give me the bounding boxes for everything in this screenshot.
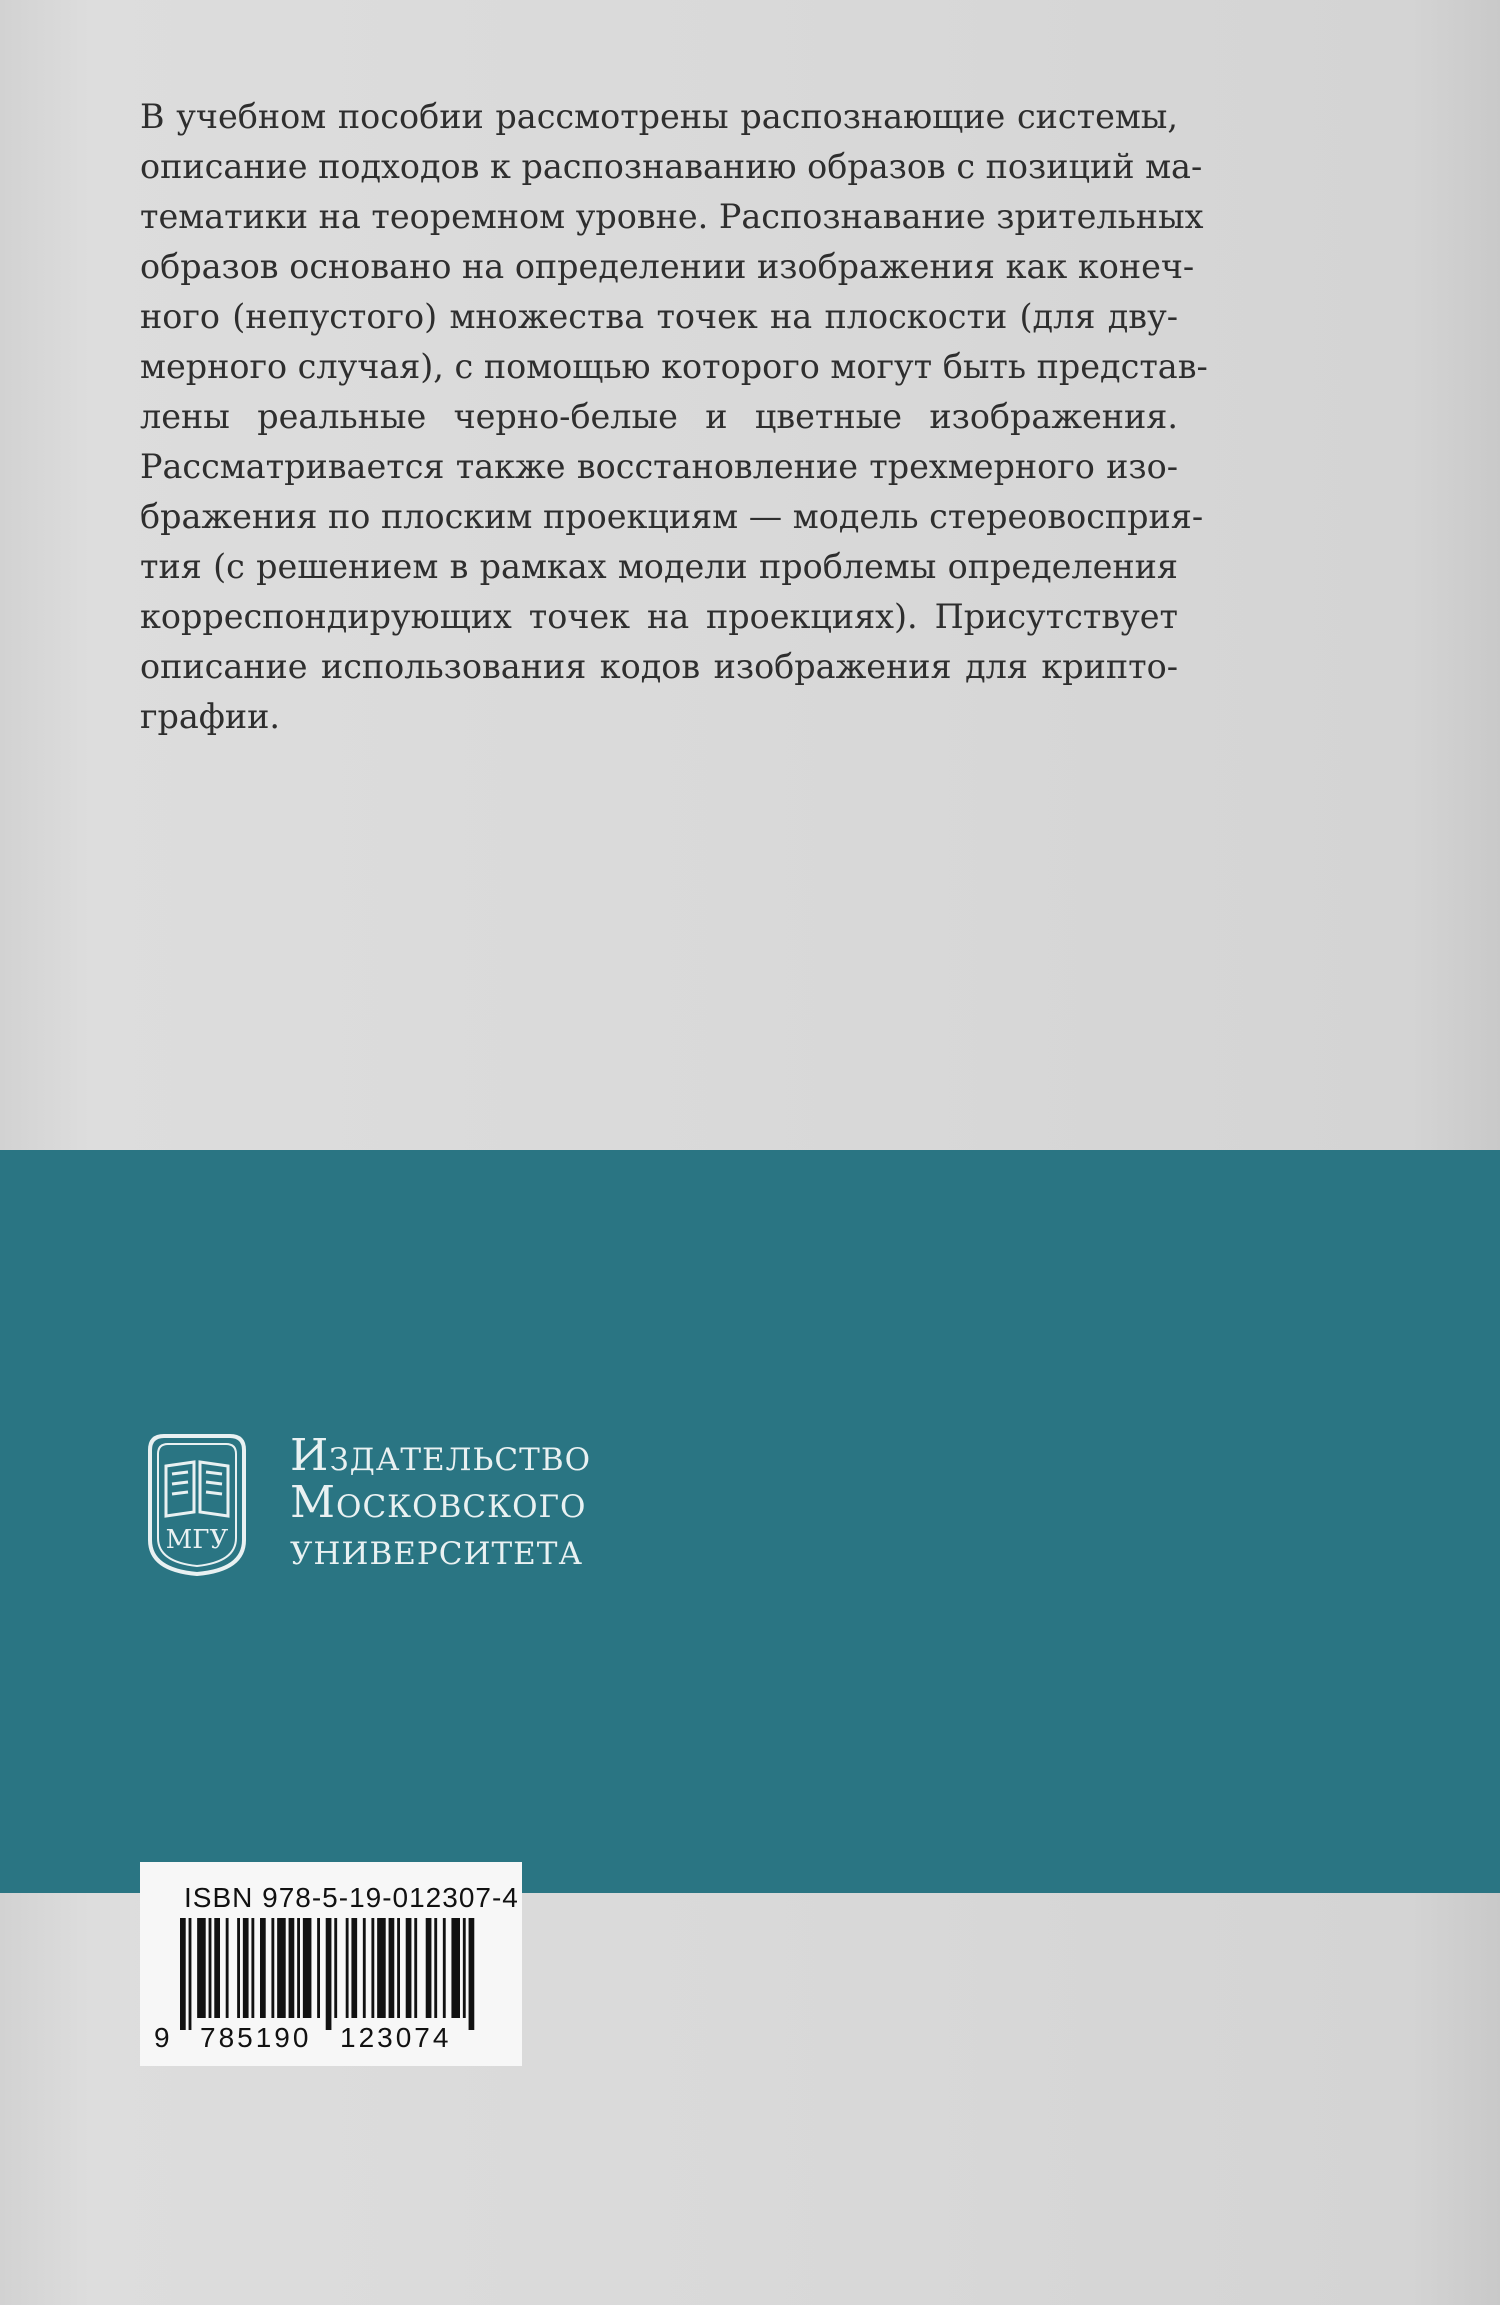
barcode-bar — [397, 1918, 400, 2018]
barcode-bar — [389, 1918, 395, 2018]
blurb-line: мерного случая), с помощью которого могут быть представ- — [140, 347, 1208, 386]
barcode-panel — [140, 1862, 522, 2066]
barcode-bar — [260, 1918, 266, 2018]
barcode-bar — [346, 1918, 349, 2018]
barcode-bar — [289, 1918, 295, 2018]
blurb-line: лены реальные черно-белые и цветные изображения. — [140, 397, 1178, 436]
barcode-bar — [237, 1918, 240, 2018]
barcode-bar — [317, 1918, 320, 2018]
barcode-bar — [463, 1918, 466, 2018]
blurb-line: тия (с решением в рамках модели проблемы определения — [140, 547, 1178, 586]
publisher-logo — [142, 1430, 252, 1578]
barcode-digits-right: 123074 — [340, 2022, 452, 2053]
blurb-line: ного (непустого) множества точек на плоскости (для дву- — [140, 297, 1178, 336]
blurb-line: тематики на теоремном уровне. Распознавание зрительных — [140, 197, 1204, 236]
blurb-text — [140, 92, 1208, 742]
blurb-line: корреспондирующих точек на проекциях). Присутствует — [140, 597, 1178, 636]
barcode-bar — [251, 1918, 254, 2018]
barcode-bar — [443, 1918, 446, 2018]
barcode-bar — [377, 1918, 386, 2018]
barcode-bar — [326, 1918, 332, 2030]
barcode-bar — [303, 1918, 312, 2018]
barcode-bar — [226, 1918, 229, 2018]
barcode-bar — [214, 1918, 220, 2018]
barcode-bar — [271, 1918, 274, 2018]
barcode-bar — [371, 1918, 374, 2018]
barcode-bar — [197, 1918, 206, 2018]
publisher-name — [290, 1432, 591, 1573]
barcode-bar — [209, 1918, 212, 2018]
barcode-bar — [469, 1918, 475, 2030]
logo-text: МГУ — [165, 1525, 229, 1555]
barcode-bar — [243, 1918, 249, 2018]
blurb-line: Рассматривается также восстановление трехмерного изо- — [140, 447, 1178, 486]
barcode-bar — [351, 1918, 357, 2018]
barcode-bar — [297, 1918, 300, 2018]
barcode-bar — [434, 1918, 437, 2018]
barcode-bar — [363, 1918, 366, 2018]
publisher-line-2: Московского — [290, 1477, 587, 1528]
barcode-bar — [189, 1918, 192, 2030]
isbn-label: ISBN 978-5-19-012307-4 — [184, 1882, 519, 1913]
barcode-bars — [180, 1918, 480, 2030]
blurb-line: В учебном пособии рассмотрены распознающие системы, — [140, 97, 1178, 136]
barcode-bar — [426, 1918, 432, 2018]
blurb-line: бражения по плоским проекциям — модель стереовосприя- — [140, 497, 1204, 536]
barcode-bar — [451, 1918, 460, 2018]
barcode-digits-left: 785190 — [200, 2022, 312, 2053]
barcode-bar — [334, 1918, 337, 2018]
barcode-bar — [180, 1918, 186, 2030]
barcode-bar — [414, 1918, 417, 2018]
blurb-line: описание подходов к распознаванию образов с позиций ма- — [140, 147, 1203, 186]
blurb-line: графии. — [140, 697, 281, 736]
barcode-bar — [406, 1918, 412, 2018]
barcode-digit-first: 9 — [154, 2022, 173, 2053]
publisher-line-3: университета — [290, 1524, 583, 1575]
open-book-icon — [166, 1462, 228, 1516]
barcode-bar — [277, 1918, 286, 2018]
blurb-line: образов основано на определении изображения как конеч- — [140, 247, 1195, 286]
blurb-line: описание использования кодов изображения для крипто- — [140, 647, 1178, 686]
publisher-line-1: Издательство — [290, 1430, 592, 1481]
